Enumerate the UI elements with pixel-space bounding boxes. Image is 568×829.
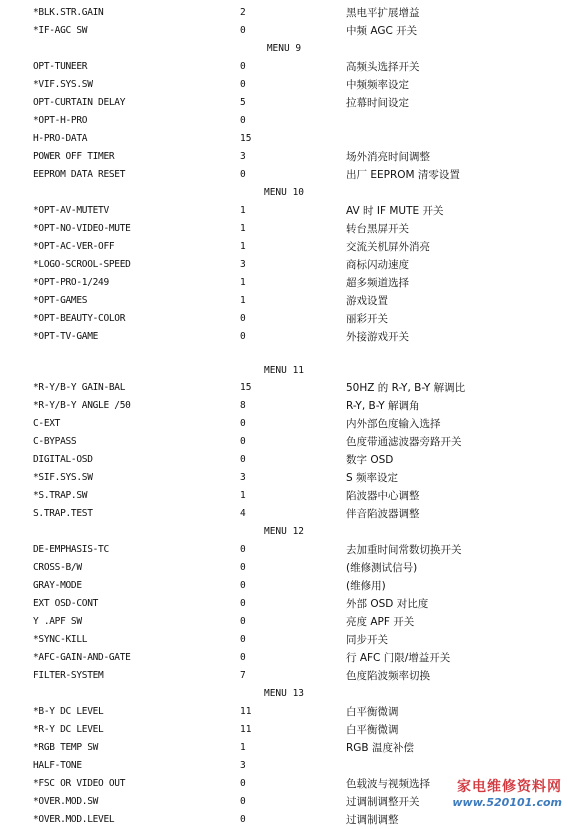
parameter-row — [0, 148, 568, 166]
parameter-value: 11 — [240, 724, 252, 735]
parameter-row — [0, 433, 568, 451]
parameter-value: 3 — [240, 259, 246, 270]
parameter-name: *RGB TEMP SW — [33, 742, 99, 753]
parameter-name: POWER OFF TIMER — [33, 151, 115, 162]
parameter-description: (维修用) — [346, 580, 386, 592]
parameter-name: *FSC OR VIDEO OUT — [33, 778, 126, 789]
parameter-row — [0, 505, 568, 523]
parameter-name: OPT-CURTAIN DELAY — [33, 97, 126, 108]
parameter-value: 0 — [240, 580, 246, 591]
parameter-value: 3 — [240, 472, 246, 483]
parameter-description: 50HZ 的 R-Y, B-Y 解调比 — [346, 382, 466, 394]
watermark-title: 家电维修资料网 — [457, 779, 562, 795]
parameter-description: 中频 AGC 开关 — [346, 25, 418, 37]
parameter-row — [0, 166, 568, 184]
menu-heading: MENU 9 — [266, 43, 302, 54]
parameter-row — [0, 613, 568, 631]
parameter-name: *OVER.MOD.SW — [33, 796, 99, 807]
parameter-row — [0, 469, 568, 487]
parameter-name: *R-Y/B-Y ANGLE /50 — [33, 400, 131, 411]
menu-heading: MENU 13 — [263, 688, 305, 699]
parameter-name: Y .APF SW — [33, 616, 82, 627]
parameter-name: *OPT-NO-VIDEO-MUTE — [33, 223, 131, 234]
parameter-value: 0 — [240, 169, 246, 180]
parameter-row — [0, 379, 568, 397]
parameter-value: 0 — [240, 331, 246, 342]
parameter-description: 白平衡微调 — [346, 724, 399, 736]
parameter-row — [0, 811, 568, 829]
parameter-name: *B-Y DC LEVEL — [33, 706, 104, 717]
parameter-value: 11 — [240, 706, 252, 717]
parameter-value: 0 — [240, 436, 246, 447]
parameter-name: *AFC-GAIN-AND-GATE — [33, 652, 131, 663]
parameter-value: 0 — [240, 634, 246, 645]
parameter-row — [0, 667, 568, 685]
parameter-name: *IF-AGC SW — [33, 25, 88, 36]
parameter-row — [0, 721, 568, 739]
parameter-value: 4 — [240, 508, 246, 519]
parameter-row — [0, 415, 568, 433]
parameter-description: 转台黑屏开关 — [346, 223, 409, 235]
parameter-description: 中频频率设定 — [346, 79, 409, 91]
parameter-description: (维修测试信号) — [346, 562, 418, 574]
parameter-value: 15 — [240, 382, 252, 393]
parameter-name: *SIF.SYS.SW — [33, 472, 93, 483]
parameter-description: 高频头选择开关 — [346, 61, 420, 73]
parameter-name: *BLK.STR.GAIN — [33, 7, 104, 18]
parameter-row — [0, 451, 568, 469]
parameter-value: 0 — [240, 598, 246, 609]
parameter-name: *OPT-BEAUTY-COLOR — [33, 313, 126, 324]
parameter-value: 0 — [240, 418, 246, 429]
parameter-name: *OPT-AV-MUTETV — [33, 205, 109, 216]
parameter-name: C-BYPASS — [33, 436, 77, 447]
parameter-value: 7 — [240, 670, 246, 681]
parameter-name: CROSS-B/W — [33, 562, 82, 573]
parameter-description: 场外消亮时间调整 — [346, 151, 430, 163]
menu-heading: MENU 11 — [263, 365, 305, 376]
parameter-value: 1 — [240, 241, 246, 252]
parameter-description: 过调制调整开关 — [346, 796, 420, 808]
parameter-description: 行 AFC 门限/增益开关 — [346, 652, 451, 664]
parameter-row — [0, 292, 568, 310]
parameter-description: 同步开关 — [346, 634, 388, 646]
parameter-description: 去加重时间常数切换开关 — [346, 544, 462, 556]
parameter-description: 丽彩开关 — [346, 313, 388, 325]
parameter-row — [0, 94, 568, 112]
parameter-value: 0 — [240, 115, 246, 126]
parameter-description: S 频率设定 — [346, 472, 399, 484]
parameter-description: 色载波与视频选择 — [346, 778, 430, 790]
parameter-name: H-PRO-DATA — [33, 133, 88, 144]
parameter-row — [0, 256, 568, 274]
parameter-name: FILTER-SYSTEM — [33, 670, 104, 681]
parameter-description: 商标闪动速度 — [346, 259, 409, 271]
parameter-row — [0, 202, 568, 220]
parameter-row — [0, 559, 568, 577]
parameter-value: 0 — [240, 79, 246, 90]
parameter-name: S.TRAP.TEST — [33, 508, 93, 519]
parameter-row — [0, 4, 568, 22]
parameter-value: 0 — [240, 616, 246, 627]
parameter-value: 0 — [240, 454, 246, 465]
parameter-value: 0 — [240, 313, 246, 324]
parameter-value: 1 — [240, 490, 246, 501]
parameter-row — [0, 397, 568, 415]
parameter-name: *OPT-AC-VER-OFF — [33, 241, 115, 252]
parameter-name: *R-Y DC LEVEL — [33, 724, 104, 735]
parameter-description: 拉幕时间设定 — [346, 97, 409, 109]
parameter-description: 黑电平扩展增益 — [346, 7, 420, 19]
parameter-row — [0, 130, 568, 148]
parameter-value: 15 — [240, 133, 252, 144]
parameter-value: 0 — [240, 796, 246, 807]
parameter-row — [0, 595, 568, 613]
parameter-row — [0, 649, 568, 667]
parameter-description: 游戏设置 — [346, 295, 388, 307]
parameter-row — [0, 112, 568, 130]
menu-heading: MENU 10 — [263, 187, 305, 198]
site-watermark — [452, 776, 562, 809]
parameter-description: 色度带通滤波器旁路开关 — [346, 436, 462, 448]
parameter-description: AV 时 IF MUTE 开关 — [346, 205, 444, 217]
parameter-description: 亮度 APF 开关 — [346, 616, 415, 628]
parameter-row — [0, 76, 568, 94]
parameter-row — [0, 328, 568, 346]
parameter-description: 内外部色度输入选择 — [346, 418, 441, 430]
parameter-row — [0, 577, 568, 595]
parameter-description: 过调制调整 — [346, 814, 399, 826]
parameter-name: *LOGO-SCROOL-SPEED — [33, 259, 131, 270]
parameter-description: 出厂 EEPROM 清零设置 — [346, 169, 460, 181]
parameter-row — [0, 739, 568, 757]
parameter-name: *OVER.MOD.LEVEL — [33, 814, 115, 825]
parameter-description: RGB 温度补偿 — [346, 742, 414, 754]
parameter-row — [0, 274, 568, 292]
parameter-name: C-EXT — [33, 418, 61, 429]
parameter-name: DIGITAL-OSD — [33, 454, 93, 465]
parameter-row — [0, 238, 568, 256]
parameter-value: 0 — [240, 652, 246, 663]
parameter-name: OPT-TUNEER — [33, 61, 88, 72]
parameter-row — [0, 757, 568, 775]
parameter-description: 数字 OSD — [346, 454, 394, 466]
parameter-value: 1 — [240, 277, 246, 288]
parameter-description: 陷波器中心调整 — [346, 490, 420, 502]
parameter-name: *OPT-PRO-1/249 — [33, 277, 109, 288]
parameter-value: 1 — [240, 295, 246, 306]
parameter-row — [0, 487, 568, 505]
parameter-value: 0 — [240, 814, 246, 825]
parameter-value: 2 — [240, 7, 246, 18]
parameter-name: *R-Y/B-Y GAIN-BAL — [33, 382, 126, 393]
parameter-description: 白平衡微调 — [346, 706, 399, 718]
parameter-value: 1 — [240, 205, 246, 216]
parameter-value: 1 — [240, 742, 246, 753]
parameter-value: 0 — [240, 544, 246, 555]
parameter-value: 1 — [240, 223, 246, 234]
parameter-name: EXT OSD-CONT — [33, 598, 99, 609]
parameter-name: *S.TRAP.SW — [33, 490, 88, 501]
parameter-value: 3 — [240, 760, 246, 771]
parameter-value: 0 — [240, 61, 246, 72]
parameter-row — [0, 541, 568, 559]
parameter-description: 交流关机屏外消亮 — [346, 241, 430, 253]
parameter-value: 0 — [240, 25, 246, 36]
parameter-name: *VIF.SYS.SW — [33, 79, 93, 90]
parameter-name: HALF-TONE — [33, 760, 82, 771]
parameter-name: *OPT-H-PRO — [33, 115, 88, 126]
parameter-row — [0, 310, 568, 328]
parameter-row — [0, 22, 568, 40]
parameter-value: 5 — [240, 97, 246, 108]
parameter-value: 8 — [240, 400, 246, 411]
parameter-description: 伴音陷波器调整 — [346, 508, 420, 520]
parameter-description: 外接游戏开关 — [346, 331, 409, 343]
parameter-value: 0 — [240, 778, 246, 789]
parameter-name: *SYNC-KILL — [33, 634, 88, 645]
parameter-row — [0, 703, 568, 721]
parameter-description: 色度陷波频率切换 — [346, 670, 430, 682]
parameter-row — [0, 220, 568, 238]
parameter-name: *OPT-GAMES — [33, 295, 88, 306]
parameter-name: GRAY-MODE — [33, 580, 82, 591]
menu-heading: MENU 12 — [263, 526, 305, 537]
parameter-name: DE-EMPHASIS-TC — [33, 544, 109, 555]
parameter-value: 3 — [240, 151, 246, 162]
watermark-url: www.520101.com — [452, 796, 562, 809]
parameter-row — [0, 631, 568, 649]
parameter-description: 外部 OSD 对比度 — [346, 598, 429, 610]
parameter-description: R-Y, B-Y 解调角 — [346, 400, 420, 412]
parameter-value: 0 — [240, 562, 246, 573]
parameter-name: *OPT-TV-GAME — [33, 331, 99, 342]
parameter-name: EEPROM DATA RESET — [33, 169, 126, 180]
parameter-row — [0, 58, 568, 76]
parameter-description: 超多频道选择 — [346, 277, 409, 289]
